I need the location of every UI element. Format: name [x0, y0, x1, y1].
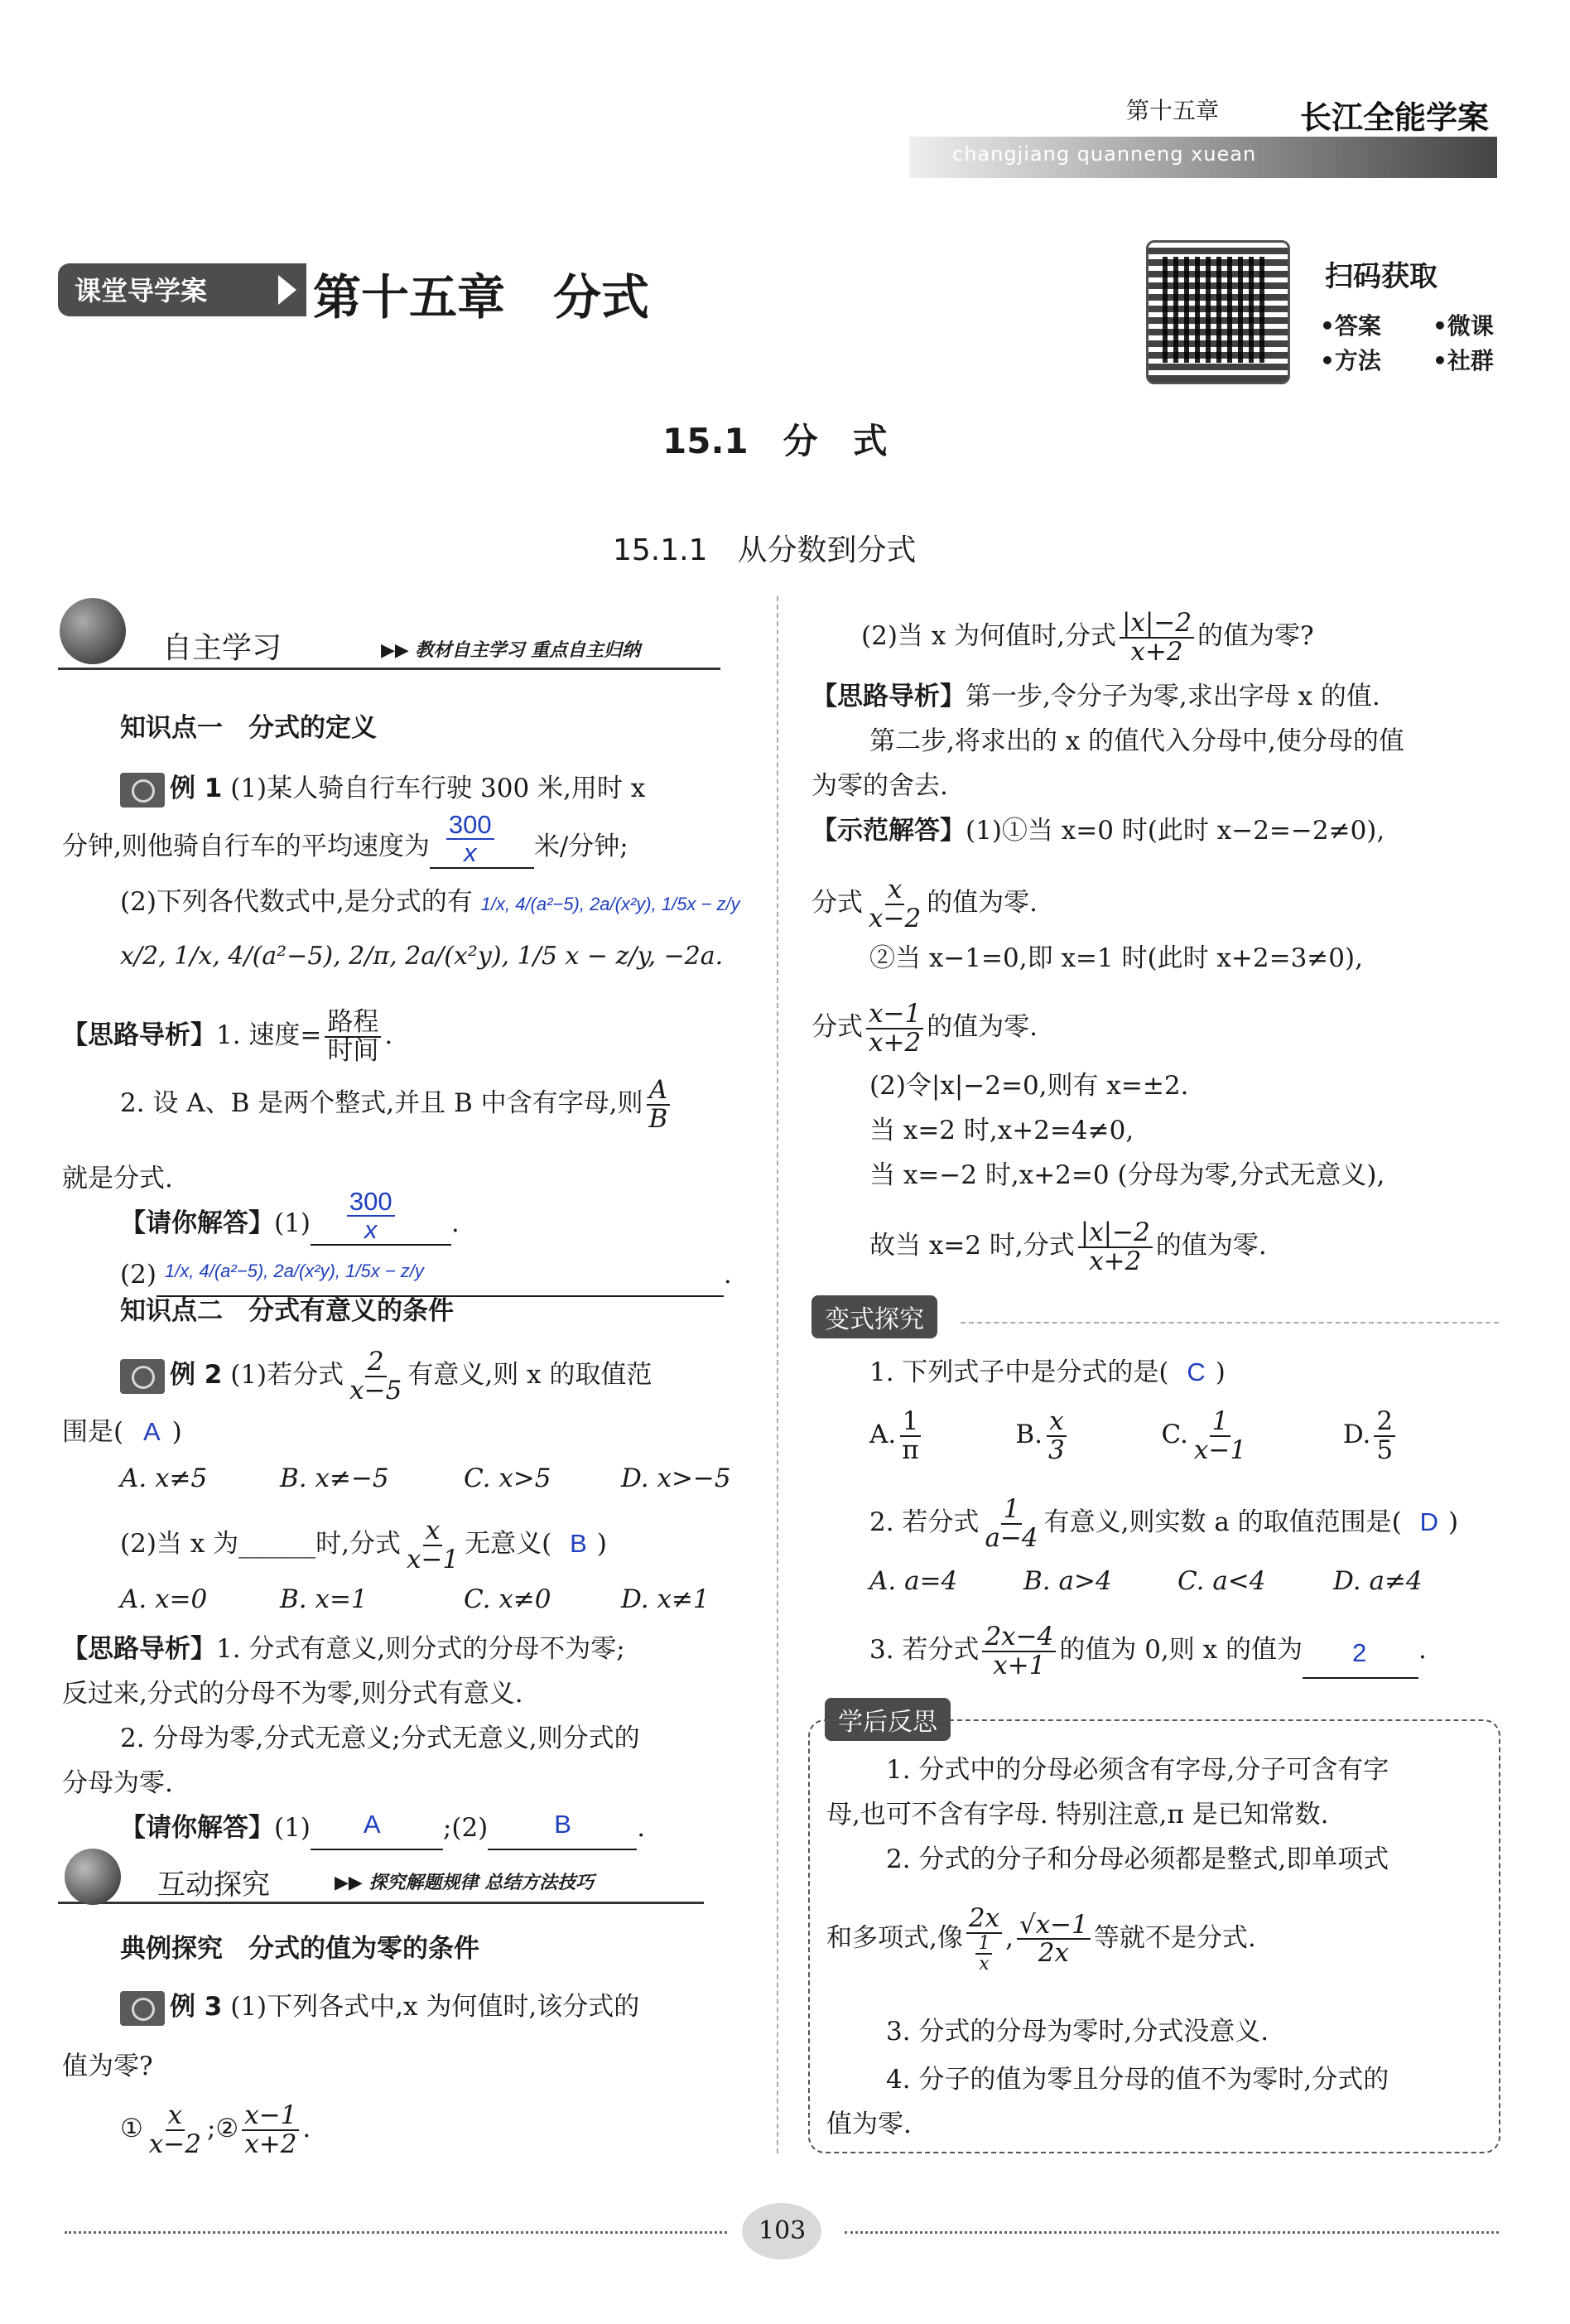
b1-A-num: 1 — [900, 1408, 922, 1437]
column-divider — [777, 596, 778, 2153]
kp2-heading: 知识点二 分式有意义的条件 — [120, 1296, 454, 1326]
ex2-q1-num: 2 — [365, 1348, 387, 1377]
b2-q-b: 有意义,则实数 a 的取值范围是( — [1043, 1507, 1402, 1538]
ex2-q2-line — [120, 1517, 607, 1573]
b1-A: A. — [869, 1420, 897, 1450]
r-shifan1c: 的值为零. — [927, 888, 1038, 919]
b1-ans: C — [1187, 1357, 1206, 1386]
ex1-q1: (1)某人骑自行车行驶 300 米,用时 x — [230, 774, 646, 803]
ex2-q2-num: x — [423, 1517, 442, 1546]
r-silu-label: 【思路导析】 — [811, 682, 966, 711]
b1-D-den: 5 — [1376, 1434, 1394, 1465]
qnjd2-ans1: A — [363, 1810, 381, 1839]
b2-den: a−4 — [985, 1522, 1038, 1553]
page-number: 103 — [759, 2216, 807, 2245]
r-shifan1b: 分式 — [811, 888, 863, 919]
ex3-f1-num: x — [166, 2102, 185, 2131]
r-shifan1: (1)①当 x=0 时(此时 x−2=−2≠0), — [966, 816, 1385, 846]
r-shifan2-num: x−1 — [866, 1000, 923, 1029]
qnjd2-mid: ;(2) — [442, 1813, 489, 1843]
r-shifan-label: 【示范解答】 — [811, 816, 966, 846]
fansi-label: 学后反思 — [825, 1698, 951, 1741]
b1-B: B. — [1015, 1420, 1043, 1450]
silu-ex2-1: 1. 分式有意义,则分式的分母不为零; — [216, 1634, 625, 1664]
ex3-f1-den: x−2 — [148, 2129, 201, 2159]
r-q2: (2)当 x 为何值时,分式 — [861, 621, 1116, 652]
silu-ex2-label: 【思路导析】 — [62, 1634, 216, 1664]
ex3-line3 — [120, 2102, 311, 2158]
example-board-icon-2 — [120, 1359, 165, 1394]
example-board-icon-3 — [120, 1991, 165, 2026]
ex2-line1 — [120, 1348, 652, 1404]
ex1-blank1 — [430, 809, 534, 869]
qnjd1: (1) — [274, 1208, 311, 1238]
example-board-icon — [120, 773, 165, 808]
ex1-q2: (2)下列各代数式中,是分式的有 — [120, 887, 473, 917]
ex3-q: (1)下列各式中,x 为何值时,该分式的 — [230, 1992, 640, 2022]
ex1-list: x/2, 1/x, 4/(a²−5), 2/π, 2a/(x²y), 1/5 x − z/y, −2a. — [120, 942, 724, 971]
f2-line1: 2. 分式的分子和分母必须都是整式,即单项式 — [886, 1844, 1389, 1874]
b3-num: 2x−4 — [982, 1623, 1056, 1652]
title-tag-label: 课堂导学案 — [75, 275, 208, 306]
r-shifan-line6: 当 x=2 时,x+2=4≠0, — [869, 1116, 1134, 1145]
ex2-q1: (1)若分式 — [230, 1360, 344, 1391]
silu-label: 【思路导析】 — [62, 1020, 216, 1051]
b2-opt-B: B. a>4 — [1023, 1566, 1112, 1596]
qnjd-ans1-num: 300 — [347, 1189, 395, 1217]
r-shifan-line4 — [811, 1000, 1038, 1056]
silu-ex2-line3: 2. 分母为零,分式无意义;分式无意义,则分式的 — [120, 1724, 640, 1753]
b1-line — [869, 1350, 1226, 1395]
b1-C-num: 1 — [1210, 1408, 1231, 1437]
r-shifan6-end: 的值为零. — [1155, 1231, 1267, 1261]
b1-C-den: x−1 — [1193, 1434, 1247, 1465]
ex1-fraction-list — [120, 934, 723, 979]
b3-end: . — [1418, 1635, 1427, 1666]
subsection-title: 15.1.1 从分数到分式 — [613, 533, 917, 567]
ex2-q1b: 有意义,则 x 的取值范 — [407, 1360, 653, 1391]
silu-ex2-line1 — [62, 1627, 625, 1671]
f3-line: 3. 分式的分母为零时,分式没意义. — [886, 2017, 1269, 2047]
silu2-end-line: 就是分式. — [62, 1164, 173, 1193]
hudong-label: 互动探究 — [157, 1868, 270, 1902]
r-silu-line1 — [811, 674, 1380, 719]
silu1-den: 时间 — [327, 1035, 379, 1066]
b2-q: 2. 若分式 — [869, 1507, 980, 1538]
qnjd-line1: 【请你解答】(1) $\frac{300}{x}$ . — [120, 1186, 460, 1245]
silu-ex2-line2: 反过来,分式的分母不为零,则分式有意义. — [62, 1679, 523, 1709]
ex2-q2b: 无意义( — [465, 1529, 552, 1560]
b1-C: C. — [1161, 1420, 1188, 1450]
ex1-ans1-num: 300 — [446, 812, 494, 841]
ex3-line2: 值为零? — [62, 2052, 153, 2081]
qnjd2-line — [120, 1806, 645, 1850]
b2-ans: D — [1419, 1507, 1439, 1537]
qnjd2-1: (1) — [274, 1813, 311, 1843]
ex1-q1c: 米/分钟; — [533, 832, 628, 861]
hudong-slogan: ▶▶ 探究解题规律 总结方法技巧 — [335, 1873, 595, 1893]
r-shifan-line7: 当 x=−2 时,x+2=0 (分母为零,分式无意义), — [869, 1160, 1385, 1190]
r-shifan-line5: (2)令|x|−2=0,则有 x=±2. — [869, 1071, 1189, 1101]
b1-close: ) — [1215, 1357, 1226, 1387]
r-q2-line — [861, 610, 1314, 665]
silu2: 2. 设 A、B 是两个整式,并且 B 中含有字母,则 — [120, 1088, 643, 1119]
b2-close: ) — [1448, 1507, 1459, 1538]
b1-B-den: 3 — [1047, 1434, 1065, 1465]
section-title: 15.1 分 式 — [662, 421, 888, 461]
ex2-q1-close: ) — [171, 1417, 182, 1447]
kp1-heading: 知识点一 分式的定义 — [120, 713, 377, 743]
qnjd2-blank1 — [311, 1810, 443, 1850]
silu1-end: . — [384, 1020, 393, 1051]
title-tag-arrow-icon — [278, 275, 296, 305]
chapter-title: 第十五章 分式 — [313, 269, 650, 325]
ex1-line3 — [120, 880, 740, 927]
f4-line1: 4. 分子的值为零且分母的值不为零时,分式的 — [886, 2065, 1389, 2095]
r-shifan6-den: x+2 — [1089, 1246, 1142, 1276]
silu1-line — [62, 1009, 392, 1064]
ex2-ans1: A — [142, 1417, 161, 1446]
qr-item-method: •方法 — [1320, 347, 1381, 374]
b3-q-b: 的值为 0,则 x 的值为 — [1059, 1635, 1303, 1666]
ex2-line2 — [62, 1410, 182, 1454]
qr-code-inner — [1163, 257, 1269, 363]
r-q2-end: 的值为零? — [1197, 621, 1314, 652]
b2-opt-C: C. a<4 — [1178, 1566, 1266, 1596]
ex2-opt1-B: B. x≠−5 — [280, 1463, 389, 1493]
r-silu-a: 第一步,令分子为零,求出字母 x 的值. — [966, 682, 1380, 711]
r-shifan6: 故当 x=2 时,分式 — [869, 1231, 1075, 1261]
header-logo: 长江全能学案 — [1300, 99, 1490, 136]
r-q2-num: |x|−2 — [1120, 610, 1194, 639]
qnjd-line2: (2) 1/x, 4/(a²−5), 2a/(x²y), 1/5x − z/y . — [120, 1252, 732, 1297]
f2-den-num: 1 — [975, 1934, 992, 1955]
ex1-ans2: 1/x, 4/(a²−5), 2a/(x²y), 1/5x − z/y — [480, 894, 740, 914]
b1-D: D. — [1342, 1420, 1371, 1450]
header-chapter-label: 第十五章 — [1126, 97, 1220, 124]
bianshi-rule — [961, 1322, 1499, 1324]
ex3-sep: ;② — [206, 2114, 239, 2144]
qnjd2-blank2 — [488, 1810, 637, 1850]
ex3-f2-num: x−1 — [242, 2102, 299, 2131]
f4-line2: 值为零. — [826, 2109, 912, 2139]
b2-num: 1 — [1001, 1496, 1023, 1525]
ex1-label: 例 1 — [170, 774, 223, 803]
ex2-q2-den: x−1 — [406, 1544, 460, 1574]
ex2-opt2-A: A. x=0 — [120, 1584, 208, 1614]
b1-options — [869, 1408, 1399, 1463]
b3-den: x+1 — [993, 1650, 1046, 1680]
qr-title: 扫码获取 — [1325, 260, 1438, 293]
silu1-a: 1. 速度= — [216, 1020, 322, 1051]
b1-B-num: x — [1047, 1408, 1066, 1437]
r-silu-line2: 第二步,将求出的 x 的值代入分母中,使分母的值 — [869, 726, 1404, 756]
ex2-opt1-A: A. x≠5 — [120, 1463, 208, 1493]
ex1-q1b: 分钟,则他骑自行车的平均速度为 — [62, 832, 430, 861]
footer-rule-left — [65, 2231, 727, 2234]
qnjd-ans2: 1/x, 4/(a²−5), 2a/(x²y), 1/5x − z/y — [164, 1261, 424, 1281]
f1-line1: 1. 分式中的分母必须含有字母,分子可含有字 — [886, 1755, 1389, 1785]
bianshi-label: 变式探究 — [811, 1295, 937, 1338]
qnjd-ans1-den: x — [364, 1215, 378, 1245]
r-shifan2c: 的值为零. — [927, 1012, 1038, 1043]
ex2-q1-den: x−5 — [349, 1375, 402, 1405]
r-shifan1-den: x−2 — [869, 903, 922, 933]
ex2-opt2-D: D. x≠1 — [621, 1584, 710, 1614]
b3-line — [869, 1623, 1427, 1679]
f2-b: 和多项式,像 — [826, 1922, 963, 1953]
ex2-q1c: 围是( — [62, 1417, 124, 1447]
header-pinyin: changjiang quanneng xuean — [952, 142, 1257, 166]
silu2-line — [120, 1077, 673, 1132]
ex3-line1 — [120, 1984, 639, 2029]
f2-num: 2x — [966, 1905, 1002, 1934]
b2-opt-D: D. a≠4 — [1333, 1566, 1423, 1596]
qr-item-micro: •微课 — [1433, 312, 1494, 340]
footer-rule-right — [845, 2231, 1499, 2234]
b1-q: 1. 下列式子中是分式的是( — [869, 1357, 1169, 1387]
b3-ans: 2 — [1351, 1638, 1367, 1668]
qnjd2-ans2: B — [554, 1810, 571, 1839]
r-q2-den: x+2 — [1130, 636, 1183, 667]
qr-item-group: •社群 — [1433, 347, 1494, 374]
zizhu-label: 自主学习 — [162, 631, 282, 665]
f2-c: 等就不是分式. — [1093, 1922, 1256, 1953]
silu1-num: 路程 — [325, 1009, 381, 1038]
r-shifan-line8 — [869, 1219, 1267, 1275]
globe-icon — [60, 598, 126, 664]
dianli-heading: 典例探究 分式的值为零的条件 — [120, 1934, 479, 1964]
qr-item-answer: •答案 — [1320, 312, 1381, 340]
ex1-line2 — [62, 809, 628, 869]
f2-sqrt-den: 2x — [1038, 1938, 1070, 1969]
b2-opt-A: A. a=4 — [869, 1566, 958, 1596]
r-silu-line3: 为零的舍去. — [811, 771, 948, 801]
f2-den-den: x — [979, 1953, 990, 1974]
qnjd2-end: . — [637, 1813, 646, 1843]
ex3-c1: ① — [120, 2114, 143, 2144]
silu2-num: A — [647, 1077, 670, 1106]
b1-A-den: π — [902, 1434, 919, 1465]
f2-line2: 和多项式,像 $\frac{2x}{\frac{1}{x}}$ , $\frac{√x-1}{2x}$ 等就不是分式. — [826, 1903, 1256, 1974]
qnjd2-label: 【请你解答】 — [120, 1813, 274, 1843]
ex3-end: . — [302, 2114, 311, 2144]
qnjd2: (2) — [120, 1260, 157, 1290]
r-shifan-line3: ②当 x−1=0,即 x=1 时(此时 x+2=3≠0), — [869, 943, 1363, 973]
r-shifan-line2 — [811, 876, 1038, 932]
silu-ex2-line4: 分母为零. — [62, 1768, 173, 1798]
r-shifan1-num: x — [885, 876, 904, 905]
b3-q: 3. 若分式 — [869, 1635, 980, 1666]
ex1-line1 — [120, 766, 645, 811]
f1-line2: 母,也可不含有字母. 特别注意,π 是已知常数. — [826, 1800, 1329, 1830]
f2-sqrt: √x−1 — [1017, 1912, 1091, 1941]
ex2-opt1-C: C. x>5 — [464, 1463, 551, 1493]
qnjd-label: 【请你解答】 — [120, 1208, 274, 1238]
b1-D-num: 2 — [1374, 1408, 1395, 1437]
ex3-f2-den: x+2 — [244, 2129, 297, 2159]
r-shifan2b: 分式 — [811, 1012, 863, 1043]
b2-line — [869, 1496, 1458, 1551]
ex2-opt2-C: C. x≠0 — [464, 1584, 551, 1614]
ex2-ans2: B — [570, 1529, 587, 1559]
b3-blank — [1303, 1638, 1418, 1679]
ex2-q2-close: ) — [596, 1529, 607, 1560]
r-shifan6-num: |x|−2 — [1078, 1219, 1153, 1248]
ex3-label: 例 3 — [170, 1992, 223, 2022]
globe-icon-2 — [65, 1849, 121, 1905]
ex2-opt1-D: D. x>−5 — [621, 1463, 731, 1493]
ex2-opt2-B: B. x=1 — [280, 1584, 368, 1614]
r-shifan2-den: x+2 — [869, 1027, 922, 1058]
ex1-ans1-den: x — [463, 838, 477, 868]
r-shifan-line1 — [811, 808, 1385, 853]
ex2-q2: (2)当 x 为______时,分式 — [120, 1529, 401, 1560]
qnjd-blank1 — [311, 1186, 451, 1246]
ex2-label: 例 2 — [170, 1360, 223, 1391]
zizhu-slogan: ▶▶ 教材自主学习 重点自主归纳 — [381, 640, 641, 661]
silu2-den: B — [648, 1103, 668, 1134]
